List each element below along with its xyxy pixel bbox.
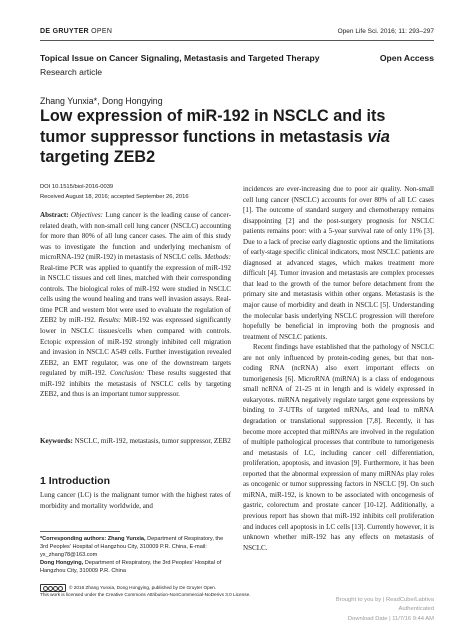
abstract-label: Abstract:: [40, 211, 69, 219]
article-type: Research article: [40, 67, 103, 77]
footnote-divider: [40, 531, 120, 532]
second-author-label: Dong Hongying,: [40, 560, 84, 567]
topical-issue: Topical Issue on Cancer Signaling, Metastasis and Targeted Therapy: [40, 53, 320, 63]
open-access-label: Open Access: [379, 53, 434, 63]
corresponding-author-affiliation: Department of Respiratory, the 3rd Peoples’ Hospital of Hangzhou City, 310009 P.R. China, E-mail: yx_zhang78@163.com: [40, 536, 224, 559]
corresponding-author-footnote: [40, 535, 231, 575]
abstract-objectives: Lung cancer is the leading cause of cancer-related death, with non-small cell lung cancer (NSCLC) accounting for more than 80% of all lung cancer cases. The aim of this study was to investigate the function and underlying mechanism of microRNA-192 (miR-192) in metastasis of NSCLC cells.: [40, 211, 231, 262]
header-divider: [40, 40, 434, 41]
body-paragraph-1: incidences are ever-increasing due to poor air quality. Non-small cell lung cancer (NSCLC) accounts for over 80% of all LC cases [1]. The outcome of standard surgery and chemotherapy remains disappointing [2] and the post-surgery prognosis for NSCLC patients remains poor: with a 5-year survival rate of only 11% [3]. Due to a lack of precise early diagnostic options and the limitations of early-stage specific clinical indicators, most NSCLC patients are diagnosed at advanced stages, which makes treatment more difficult [4]. Tumor invasion and metastasis are complex processes that lead to the growth of the tumor before detachment from the primary site and metastasis within other organs. Metastasis is the major cause of morbidity and death in NSCLC [5]. Understanding the molecular basis underlying NSCLC progression will therefore hopefully be beneficial in improving both the prognosis and treatment of NSCLC patients.: [243, 185, 434, 341]
article-title: [40, 106, 434, 168]
abstract-methods: Real-time PCR was applied to quantify the expression of miR-192 in NSCLC tissues and cell lines, matched with their corresponding controls. The biological roles of miR-192 were studied in NSCLC cells using the wound healing and trans well invasion assays. Real-time PCR and western blot were used to evaluate the regulation of ZEB2 by miR-192.: [40, 263, 231, 325]
license-notice: [40, 584, 300, 599]
publisher-name-bold: DE GRUYTER: [40, 28, 89, 35]
section-heading-introduction: 1 Introduction: [40, 475, 110, 487]
introduction-text: Lung cancer (LC) is the malignant tumor with the highest rates of morbidity and mortality worldwide, and: [40, 491, 231, 510]
access-status: Authenticated: [398, 606, 434, 613]
second-author-affiliation: Department of Respiratory, the 3rd Peoples’ Hospital of Hangzhou City, 310009 P.R. China: [40, 560, 222, 575]
keywords-label: Keywords:: [40, 437, 73, 445]
publisher-name-rest: OPEN: [88, 28, 113, 35]
author-list: Zhang Yunxia*, Dong Hongying: [40, 96, 163, 106]
publisher-logo: [40, 28, 112, 35]
keywords: [40, 436, 231, 447]
body-paragraph-2: Recent findings have established that the pathology of NSCLC are not only influenced by protein-coding genes, but that non-coding RNA (ncRNA) also exert important effects on tumorigenesis [6]. MicroRNA (miRNA) is a class of endogenous small ncRNA of 21-25 nt in length and is widely expressed in eukaryotes. miRNA negatively regulate target gene expressions by binding to 3'-UTRs of targeted mRNAs, and lead to mRNA degradation or translational suppression [7,8]. Recently, it has become more accepted that miRNAs are involved in the regulation of multiple pathological processes that contribute to tumorigenesis and metastasis of LC, including cancer cell differentiation, proliferation, apoptosis, and invasion [9]. Furthermore, it has been reported that the abnormal expression of many miRNAs play roles as oncogenic or tumor suppressing factors in NSCLC [9]. On such miRNA, miR-192, is known to be associated with oncogenesis of gastric, colorectum and prostate cancer [10-12]. Additionally, a previous report has shown that miR-192 inhibits cell proliferation and induces cell apoptosis in LC cells [13]. Currently however, it is unknown whether miR-192 has any effects on metastasis of NSCLC.: [243, 343, 434, 552]
abstract: [40, 210, 231, 400]
title-line-2: tumor suppressor functions in metastasis: [40, 127, 368, 146]
results-label: Results:: [98, 316, 122, 325]
access-provider: Brought to you by | ReadCube/Labtiva: [335, 597, 434, 603]
download-watermark: [294, 596, 434, 624]
abstract-results: MiR-192 was expressed significantly lower in NSCLC tissues/cells when compared with controls. Ectopic expression of miR-192 strongly inhibited cell migration and invasion in NSCLC A549 cells. Further investigation revealed ZEB2, an EMT regulator, was one of the downstream targets regulated by miR-192.: [40, 316, 231, 378]
journal-reference: Open Life Sci. 2016; 11: 293–297: [337, 28, 434, 35]
abstract-conclusion: These results suggested that miR-192 inhibits the metastasis of NSCLC cells by targeting ZEB2, and thus is an important tumor suppressor.: [40, 369, 231, 399]
title-line-1: Low expression of miR-192 in NSCLC and its: [40, 107, 386, 125]
keywords-text: NSCLC, miR-192, metastasis, tumor suppressor, ZEB2: [72, 437, 231, 445]
objectives-label: Objectives:: [70, 211, 103, 219]
creative-commons-icon: [40, 584, 66, 592]
corresponding-author-label: *Corresponding authors: Zhang Yunxia,: [40, 536, 146, 542]
doi: DOI 10.1515/biol-2016-0039: [40, 184, 114, 190]
conclusion-label: Conclusion:: [109, 369, 145, 378]
copyright-line: © 2016 Zhang Yunxia, Dong Hongying, published by De Gruyter Open.: [69, 585, 217, 591]
received-dates: Received August 18, 2016; accepted September 26, 2016: [40, 194, 189, 200]
title-italic-via: via: [367, 127, 390, 146]
download-date: Download Date | 11/7/16 9:44 AM: [347, 615, 434, 622]
license-line: This work is licensed under the Creative Commons Attribution-NonCommercial-NoDerivs 3.0 License.: [40, 592, 251, 597]
body-right-column: [243, 184, 434, 553]
title-line-3: targeting ZEB2: [40, 148, 156, 166]
methods-label: Methods:: [204, 253, 231, 262]
